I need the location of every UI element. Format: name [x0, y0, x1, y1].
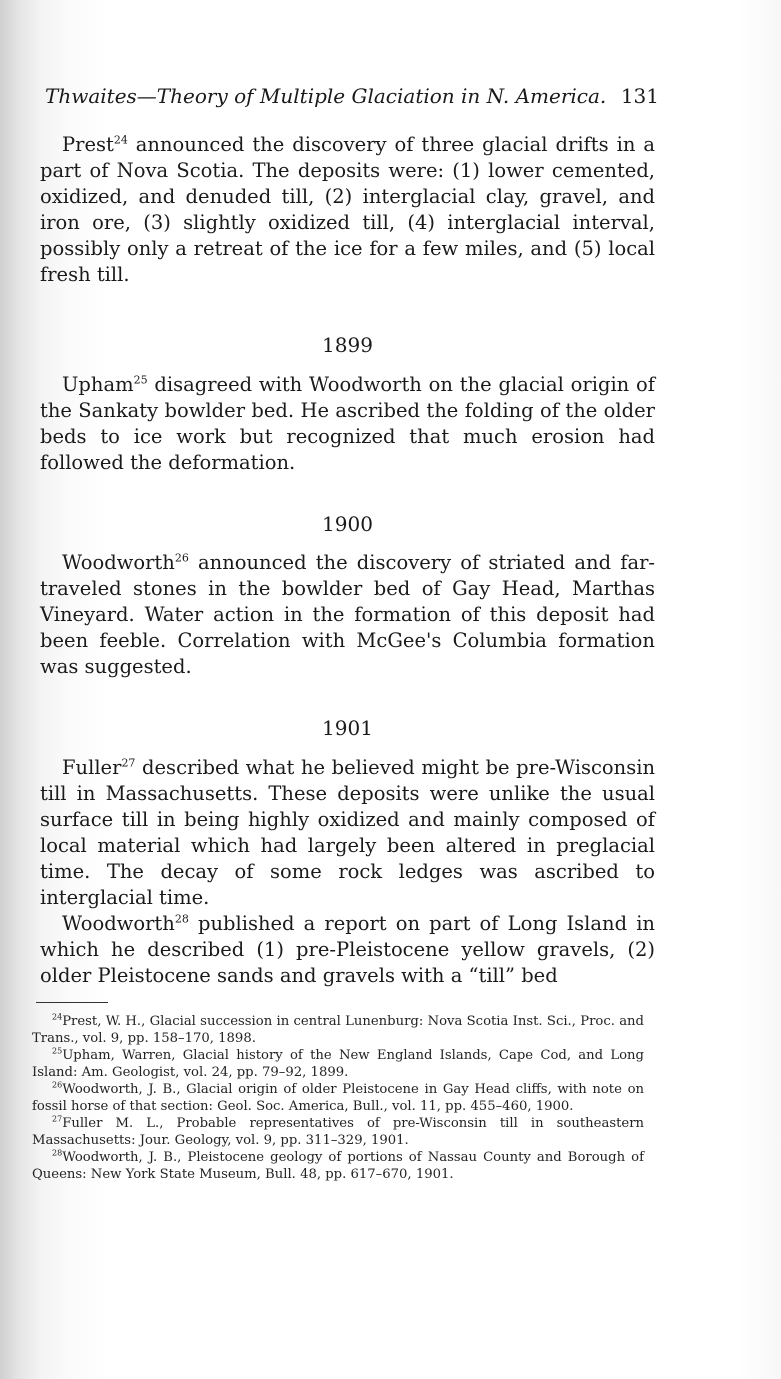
paragraph-text: described what he believed might be pre-Wisconsin till in Massachusetts. These deposits were unlike the usual surface till in being highly oxidized and mainly composed of local material which had largely been altered in preglacial time. The decay of some rock ledges was ascribed to interglacial time.: [40, 756, 655, 909]
paragraph-fuller: [40, 755, 655, 911]
author-name: Woodworth: [62, 551, 175, 574]
footnote-divider: [36, 1002, 108, 1003]
footnote-text: Woodworth, J. B., Glacial origin of older Pleistocene in Gay Head cliffs, with note on fossil horse of that section: Geol. Soc. America, Bull., vol. 11, pp. 455–460, 1900.: [32, 1082, 644, 1114]
footnote-text: Woodworth, J. B., Pleistocene geology of portions of Nassau County and Borough of Queens: New York State Museum, Bull. 48, pp. 617–670, 1901.: [32, 1150, 644, 1182]
footnote-number: 24: [52, 1012, 63, 1022]
footnote-26: [32, 1082, 644, 1115]
footnote-text: Prest, W. H., Glacial succession in central Lunenburg: Nova Scotia Inst. Sci., Proc. and Trans., vol. 9, pp. 158–170, 1898.: [32, 1014, 644, 1046]
footnote-text: Fuller M. L., Probable representatives of pre-Wisconsin till in southeastern Massachusetts: Jour. Geology, vol. 9, pp. 311–329, 1901.: [32, 1116, 644, 1148]
footnote-28: [32, 1150, 644, 1183]
footnote-number: 26: [52, 1080, 63, 1090]
running-header: [45, 84, 659, 108]
footnote-ref: 27: [121, 756, 136, 770]
author-name: Fuller: [62, 756, 122, 779]
footnote-number: 28: [52, 1148, 63, 1158]
author-name: Upham: [62, 373, 134, 396]
paragraph-text: announced the discovery of striated and far-traveled stones in the bowlder bed of Gay Head, Marthas Vineyard. Water action in the formation of this deposit had been feeble. Correlation with McGee's Columbia formation was suggested.: [40, 551, 655, 678]
paragraph-upham: [40, 372, 655, 476]
footnote-ref: 28: [174, 912, 189, 926]
paragraph-text: published a report on part of Long Island in which he described (1) pre-Pleistocene yellow gravels, (2) older Pleistocene sands and gravels with a “till” bed: [40, 912, 655, 987]
footnotes: [32, 1014, 644, 1184]
year-heading-1900: 1900: [322, 512, 373, 536]
paragraph-woodworth-1900: [40, 550, 655, 680]
paragraph-text: announced the discovery of three glacial drifts in a part of Nova Scotia. The deposits were: (1) lower cemented, oxidized, and denuded till, (2) interglacial clay, gravel, and iron ore, (3) slightly oxidized till, (4) interglacial interval, possibly only a retreat of the ice for a few miles, and (5) local fresh till.: [40, 133, 655, 286]
paragraph-woodworth-1901: [40, 911, 655, 989]
author-name: Prest: [62, 133, 114, 156]
paragraph-prest: [40, 132, 655, 288]
footnote-ref: 25: [133, 373, 148, 387]
year-heading-1901: 1901: [322, 716, 373, 740]
footnote-text: Upham, Warren, Glacial history of the New England Islands, Cape Cod, and Long Island: Am. Geologist, vol. 24, pp. 79–92, 1899.: [32, 1048, 644, 1080]
year-heading-1899: 1899: [322, 333, 373, 357]
footnote-ref: 24: [113, 133, 128, 147]
running-title: Thwaites—Theory of Multiple Glaciation in N. America.: [45, 84, 607, 108]
footnote-number: 25: [52, 1046, 63, 1056]
paragraph-text: disagreed with Woodworth on the glacial origin of the Sankaty bowlder bed. He ascribed the folding of the older beds to ice work but recognized that much erosion had followed the deformation.: [40, 373, 655, 474]
footnote-25: [32, 1048, 644, 1081]
footnote-27: [32, 1116, 644, 1149]
footnote-24: [32, 1014, 644, 1047]
author-name: Woodworth: [62, 912, 175, 935]
page-number: 131: [620, 84, 659, 108]
footnote-number: 27: [52, 1114, 63, 1124]
footnote-ref: 26: [174, 551, 189, 565]
